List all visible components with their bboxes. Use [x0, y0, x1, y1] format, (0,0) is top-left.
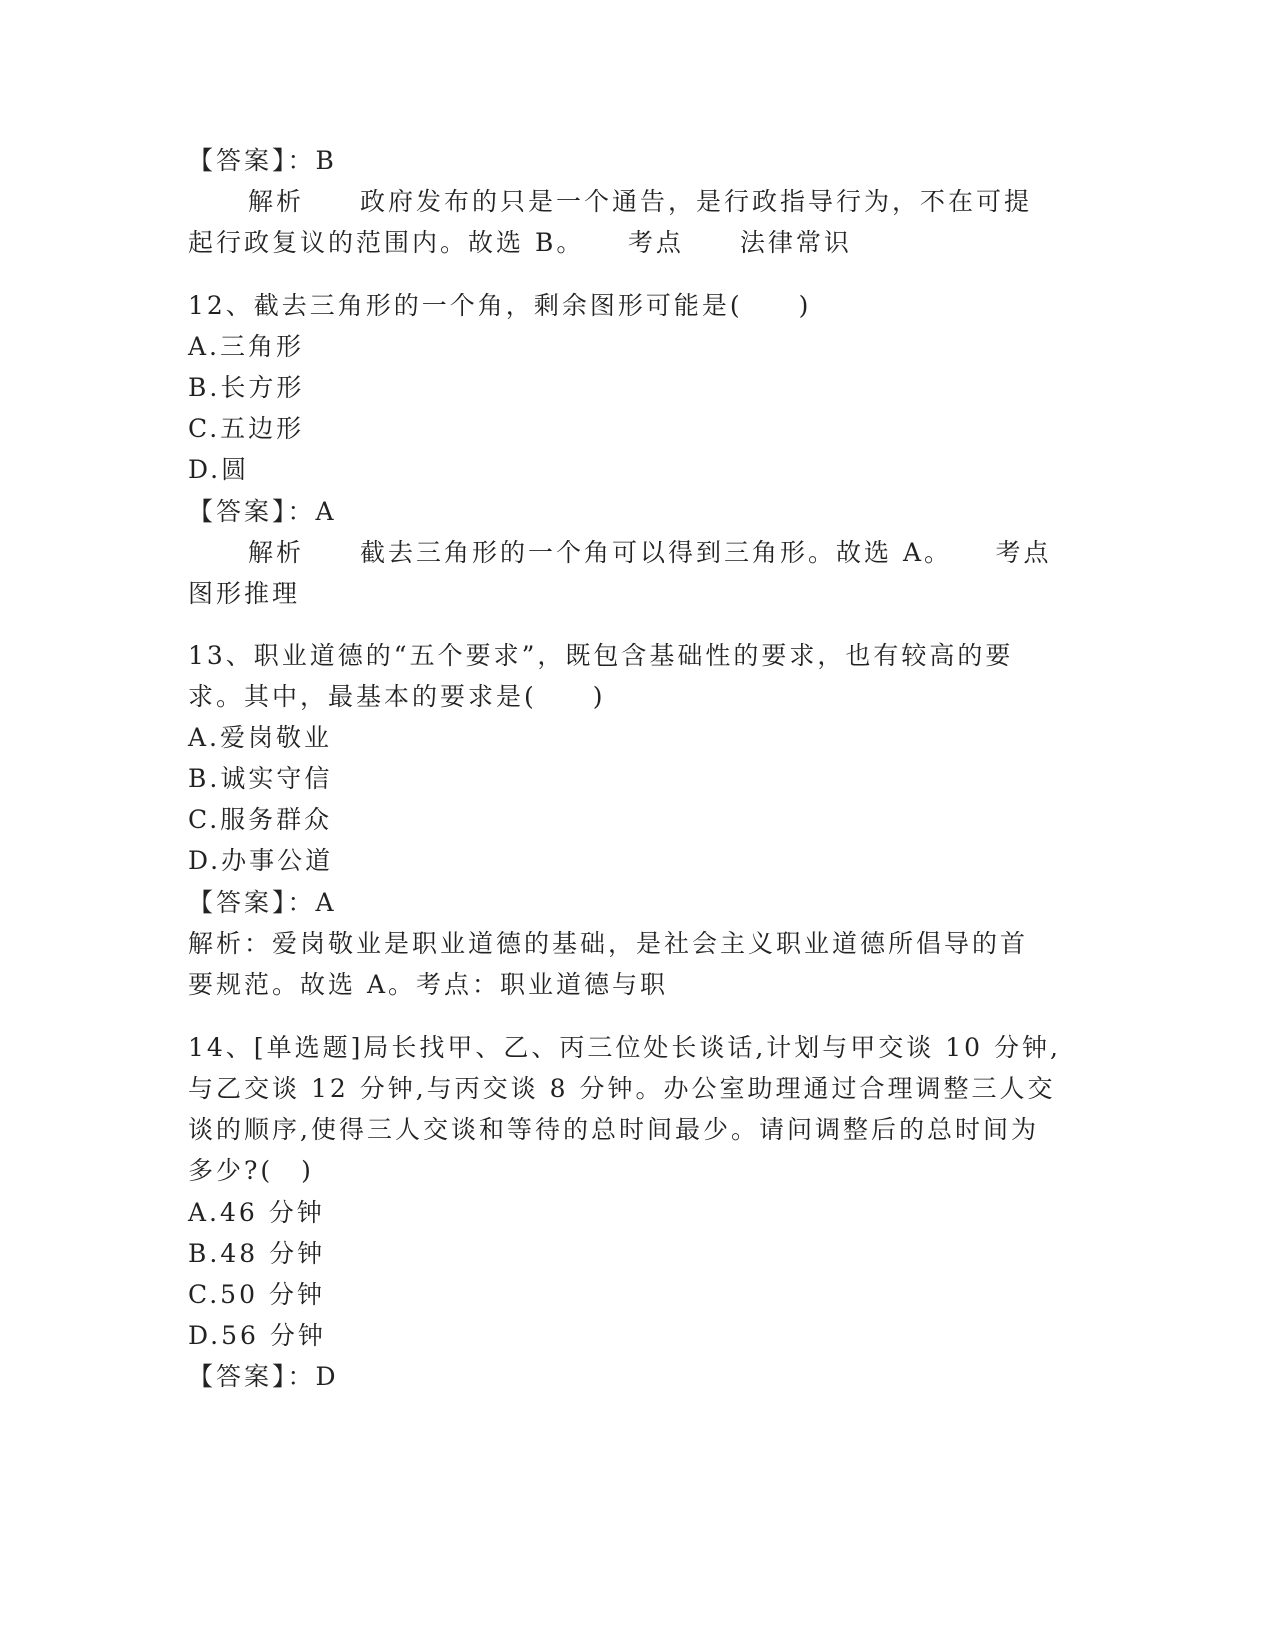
- option-14-d: D.56 分钟: [188, 1321, 326, 1350]
- option-12-a: A.三角形: [188, 332, 305, 361]
- question-13-line-1: 13、职业道德的“五个要求”，既包含基础性的要求，也有较高的要: [188, 641, 1014, 670]
- analysis-11-line-1: 解析 政府发布的只是一个通告，是行政指导行为，不在可提: [248, 187, 1033, 216]
- answer-14: 【答案】：D: [188, 1362, 339, 1391]
- answer-12: 【答案】：A: [188, 497, 337, 526]
- option-12-d: D.圆: [188, 455, 250, 484]
- analysis-11-line-2: 起行政复议的范围内。故选 B。 考点 法律常识: [188, 228, 852, 257]
- option-14-c: C.50 分钟: [188, 1280, 325, 1309]
- option-14-b: B.48 分钟: [188, 1239, 326, 1268]
- analysis-12-line-1: 解析 截去三角形的一个角可以得到三角形。故选 A。 考点: [248, 538, 1052, 567]
- question-14-line-4: 多少?( ): [188, 1156, 314, 1185]
- question-14-line-2: 与乙交谈 12 分钟,与丙交谈 8 分钟。办公室助理通过合理调整三人交: [188, 1074, 1056, 1103]
- option-12-b: B.长方形: [188, 373, 305, 402]
- option-14-a: A.46 分钟: [188, 1198, 325, 1227]
- analysis-13-line-1: 解析：爱岗敬业是职业道德的基础，是社会主义职业道德所倡导的首: [188, 929, 1029, 958]
- analysis-13-line-2: 要规范。故选 A。考点：职业道德与职: [188, 970, 669, 999]
- option-13-a: A.爱岗敬业: [188, 723, 333, 752]
- option-13-d: D.办事公道: [188, 846, 334, 875]
- answer-13: 【答案】：A: [188, 888, 337, 917]
- question-14-line-1: 14、[单选题]局长找甲、乙、丙三位处长谈话,计划与甲交谈 10 分钟,: [188, 1033, 1061, 1062]
- question-12: 12、截去三角形的一个角，剩余图形可能是( ): [188, 291, 812, 320]
- option-13-c: C.服务群众: [188, 805, 333, 834]
- analysis-12-line-2: 图形推理: [188, 579, 301, 608]
- question-14-line-3: 谈的顺序,使得三人交谈和等待的总时间最少。请问调整后的总时间为: [188, 1115, 1039, 1144]
- option-13-b: B.诚实守信: [188, 764, 333, 793]
- option-12-c: C.五边形: [188, 414, 305, 443]
- answer-11: 【答案】：B: [188, 146, 337, 175]
- question-13-line-2: 求。其中，最基本的要求是( ): [188, 682, 606, 711]
